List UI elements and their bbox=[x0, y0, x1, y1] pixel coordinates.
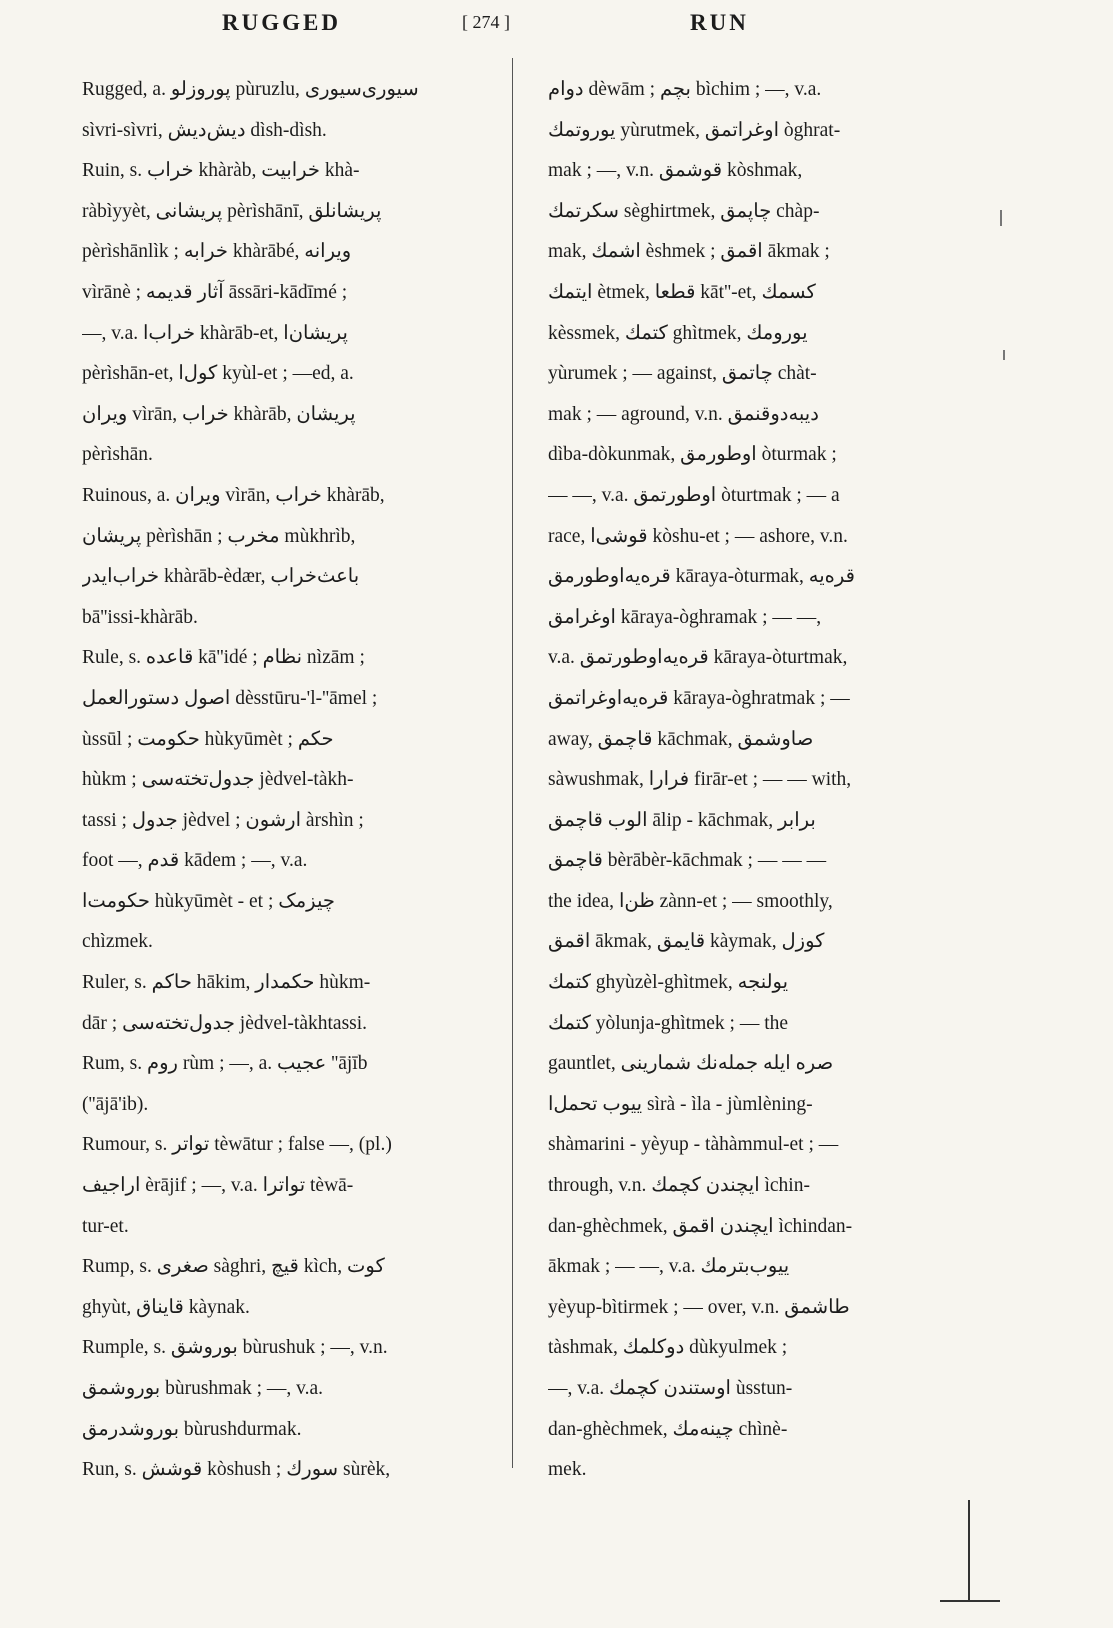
dictionary-line: یوروتمك yùrutmek, اوغراتمق òghrat- bbox=[548, 119, 841, 141]
dictionary-line: سکرتمك sèghirtmek, چاپمق chàp- bbox=[548, 200, 820, 222]
dictionary-line: ایتمك ètmek, قطعا kāt''-et, کسمك bbox=[548, 281, 816, 303]
dictionary-line: Rugged, a. پوروزلو pùruzlu, سیوری‌سیوری bbox=[82, 79, 419, 100]
dictionary-line: Rum, s. روم rùm ; —, a. عجیب ''ājīb bbox=[82, 1053, 368, 1075]
dictionary-line: gauntlet, صره ایله جمله‌نك شمارینی bbox=[548, 1053, 834, 1075]
dictionary-line: Ruler, s. حاکم hākim, حکمدار hùkm- bbox=[82, 972, 371, 994]
right-column bbox=[548, 70, 968, 1491]
dictionary-line: —, v.a. خراب‌ا khàrāb-et, پریشان‌ا bbox=[82, 322, 348, 344]
dictionary-line: pèrìshān-et, کول‌ا kyùl-et ; —ed, a. bbox=[82, 363, 354, 385]
dictionary-line: بوروشدرمق bùrushdurmak. bbox=[82, 1418, 302, 1440]
corner-binding-mark bbox=[950, 1500, 990, 1620]
dictionary-line: mak ; — aground, v.n. دیبه‌دوقنمق bbox=[548, 403, 819, 425]
dictionary-line: اراجیف èrājif ; —, v.a. تواترا tèwā- bbox=[82, 1175, 354, 1197]
dictionary-line: دوام dèwām ; بچم bìchim ; —, v.a. bbox=[548, 79, 822, 100]
dictionary-line: حکومت‌ا hùkyūmèt - et ; چیزمک bbox=[82, 890, 335, 912]
header-left-guide-word: RUGGED bbox=[222, 10, 341, 35]
dictionary-line: tàshmak, دوکلمك dùkyulmek ; bbox=[548, 1337, 788, 1359]
dictionary-line: Rumour, s. تواتر tèwātur ; false —, (pl.) bbox=[82, 1134, 392, 1156]
dictionary-line: yèyup-bìtirmek ; — over, v.n. طاشمق bbox=[548, 1296, 850, 1318]
dictionary-line: v.a. قرەیه‌اوطورتمق kāraya-òturtmak, bbox=[548, 647, 848, 669]
dictionary-line: tassi ; جدول jèdvel ; ارشون àrshìn ; bbox=[82, 809, 364, 831]
dictionary-line: mak, اشمك èshmek ; اقمق ākmak ; bbox=[548, 241, 830, 263]
page-number: [ 274 ] bbox=[462, 12, 510, 32]
dictionary-line: بوروشمق bùrushmak ; —, v.a. bbox=[82, 1378, 324, 1399]
dictionary-line: kèssmek, کتمك ghìtmek, یورومك bbox=[548, 322, 808, 344]
dictionary-line: sàwushmak, فرارا firār-et ; — — with, bbox=[548, 769, 852, 791]
dictionary-line: اصول دستورالعمل dèsstūru-'l-''āmel ; bbox=[82, 687, 378, 709]
dictionary-line: Rump, s. صغری sàghri, قیچ kìch, کوت bbox=[82, 1256, 385, 1278]
dictionary-line: dan-ghèchmek, ایچندن اقمق ìchindan- bbox=[548, 1215, 853, 1237]
dictionary-line: Rumple, s. بوروشق bùrushuk ; —, v.n. bbox=[82, 1337, 388, 1359]
dictionary-line: race, قوشی‌ا kòshu-et ; — ashore, v.n. bbox=[548, 525, 848, 547]
dictionary-line: اوغرامق kāraya-òghramak ; — —, bbox=[548, 606, 822, 628]
dictionary-line: chìzmek. bbox=[82, 931, 153, 953]
dictionary-line: کتمك ghyùzèl-ghìtmek, یولنجه bbox=[548, 972, 789, 994]
header-right-guide-word: RUN bbox=[690, 10, 749, 35]
dictionary-line: پریشان pèrìshān ; مخرب mùkhrìb, bbox=[82, 525, 356, 547]
dictionary-line: dār ; جدول‌تخته‌سی jèdvel-tàkhtassi. bbox=[82, 1012, 368, 1034]
dictionary-line: ùssūl ; حکومت hùkyūmèt ; حکم bbox=[82, 728, 334, 750]
dictionary-line: vìrānè ; آثار قدیمه āssāri-kādīmé ; bbox=[82, 281, 348, 303]
dictionary-line: ràbìyyèt, پریشانی pèrìshānī, پریشانلق bbox=[82, 200, 382, 222]
margin-mark bbox=[1000, 210, 1002, 226]
dictionary-line: کتمك yòlunja-ghìtmek ; — the bbox=[548, 1012, 789, 1034]
dictionary-line: yùrumek ; — against, چاتمق chàt- bbox=[548, 363, 817, 385]
column-divider bbox=[512, 58, 513, 1468]
page-header bbox=[0, 6, 1113, 46]
dictionary-line: Run, s. قوشش kòshush ; سورك sùrèk, bbox=[82, 1459, 391, 1481]
dictionary-line: قرەیه‌اوطورمق kāraya-òturmak, قرەیه bbox=[548, 566, 855, 588]
dictionary-line: mak ; —, v.n. قوشمق kòshmak, bbox=[548, 160, 803, 182]
left-column bbox=[82, 70, 502, 1491]
dictionary-line: tur-et. bbox=[82, 1215, 129, 1237]
dictionary-line: away, قاچمق kāchmak, صاوشمق bbox=[548, 728, 814, 750]
dictionary-line: خراب‌ایدر khàrāb-èdær, باعث‌خراب bbox=[82, 566, 360, 588]
dictionary-line: pèrìshānlìk ; خرابه khàrābé, ویرانه bbox=[82, 241, 352, 263]
dictionary-line: اقمق ākmak, قایمق kàymak, کوزل bbox=[548, 931, 825, 953]
dictionary-line: ویران vìrān, خراب khàrāb, پریشان bbox=[82, 403, 356, 425]
dictionary-line: sìvri-sìvri, دیش‌دیش dìsh-dìsh. bbox=[82, 119, 327, 141]
dictionary-line: mek. bbox=[548, 1459, 587, 1481]
dictionary-line: Rule, s. قاعده kā''idé ; نظام nìzām ; bbox=[82, 647, 365, 669]
dictionary-line: dan-ghèchmek, چینەمك chìnè- bbox=[548, 1418, 788, 1440]
dictionary-line: قرەیه‌اوغراتمق kāraya-òghratmak ; — bbox=[548, 687, 850, 709]
dictionary-line: —, v.a. اوستندن کچمك ùsstun- bbox=[548, 1378, 793, 1399]
dictionary-line: ākmak ; — —, v.a. ییوب‌بترمك bbox=[548, 1256, 790, 1278]
dictionary-line: pèrìshān. bbox=[82, 444, 153, 466]
dictionary-line: Ruinous, a. ویران vìrān, خراب khàrāb, bbox=[82, 484, 385, 506]
dictionary-line: shàmarini - yèyup - tàhàmmul-et ; — bbox=[548, 1134, 839, 1156]
dictionary-line: foot —, قدم kādem ; —, v.a. bbox=[82, 850, 308, 872]
dictionary-line: ghyùt, قایناق kàynak. bbox=[82, 1296, 250, 1318]
dictionary-line: bā''issi-khàrāb. bbox=[82, 606, 198, 628]
margin-mark bbox=[1003, 350, 1005, 360]
dictionary-line: قاچمق bèrābèr-kāchmak ; — — — bbox=[548, 850, 827, 872]
dictionary-line: through, v.n. ایچندن کچمك ìchin- bbox=[548, 1175, 810, 1197]
dictionary-line: dìba-dòkunmak, اوطورمق òturmak ; bbox=[548, 444, 837, 466]
dictionary-line: ییوب تحمل‌ا sìrà - ìla - jùmlèning- bbox=[548, 1093, 813, 1115]
dictionary-line: Ruin, s. خراب khàràb, خرابیت khà- bbox=[82, 160, 360, 182]
dictionary-line: hùkm ; جدول‌تخته‌سی jèdvel-tàkh- bbox=[82, 769, 354, 791]
dictionary-line: — —, v.a. اوطورتمق òturtmak ; — a bbox=[548, 484, 840, 506]
dictionary-line: الوب قاچمق ālip - kāchmak, برابر bbox=[548, 809, 816, 831]
dictionary-line: (''ājā'ib). bbox=[82, 1093, 149, 1115]
dictionary-line: the idea, ظن‌ا zànn-et ; — smoothly, bbox=[548, 890, 833, 912]
